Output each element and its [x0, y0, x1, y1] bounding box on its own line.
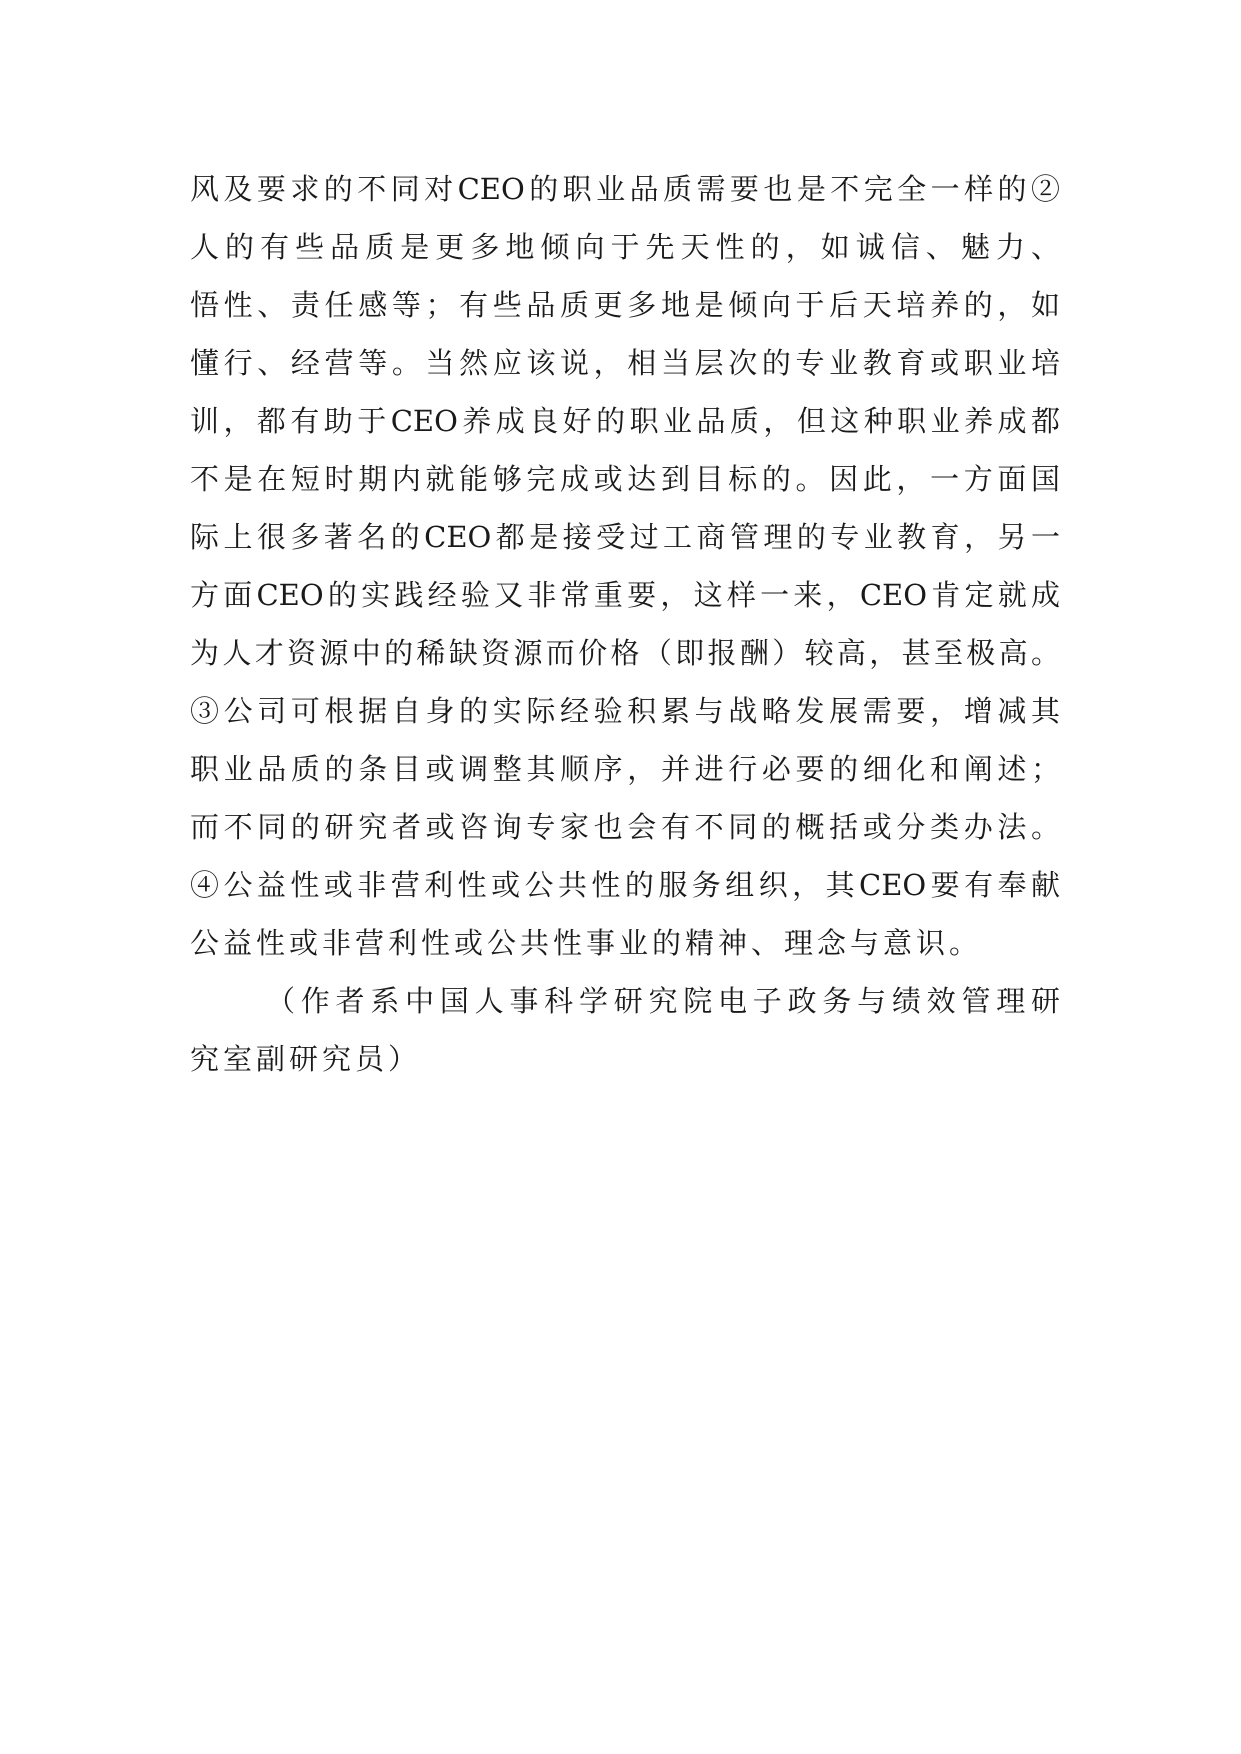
body-line: 悟性、责任感等；有些品质更多地是倾向于后天培养的，如	[190, 288, 1060, 322]
body-line: 人的有些品质是更多地倾向于先天性的，如诚信、魅力、	[190, 230, 1060, 264]
body-line: 不是在短时期内就能够完成或达到目标的。因此，一方面国	[190, 462, 1060, 496]
body-line: 际上很多著名的CEO都是接受过工商管理的专业教育，另一	[190, 520, 1060, 554]
body-line: 方面CEO的实践经验又非常重要，这样一来，CEO肯定就成	[190, 578, 1060, 612]
body-line: ④公益性或非营利性或公共性的服务组织，其CEO要有奉献	[190, 868, 1060, 902]
body-line: 懂行、经营等。当然应该说，相当层次的专业教育或职业培	[190, 346, 1060, 380]
body-text	[190, 160, 1060, 1088]
body-line: 而不同的研究者或咨询专家也会有不同的概括或分类办法。	[190, 810, 1060, 844]
body-line: 为人才资源中的稀缺资源而价格（即报酬）较高，甚至极高。	[190, 636, 1060, 670]
body-line: 职业品质的条目或调整其顺序，并进行必要的细化和阐述；	[190, 752, 1060, 786]
author-note	[190, 972, 1060, 1088]
author-line: （作者系中国人事科学研究院电子政务与绩效管理研	[266, 984, 1060, 1018]
author-line: 究室副研究员）	[190, 1042, 422, 1076]
body-line: 风及要求的不同对CEO的职业品质需要也是不完全一样的②	[190, 172, 1060, 206]
body-line: ③公司可根据自身的实际经验积累与战略发展需要，增减其	[190, 694, 1060, 728]
body-line: 公益性或非营利性或公共性事业的精神、理念与意识。	[190, 926, 983, 960]
body-line: 训，都有助于CEO养成良好的职业品质，但这种职业养成都	[190, 404, 1060, 438]
